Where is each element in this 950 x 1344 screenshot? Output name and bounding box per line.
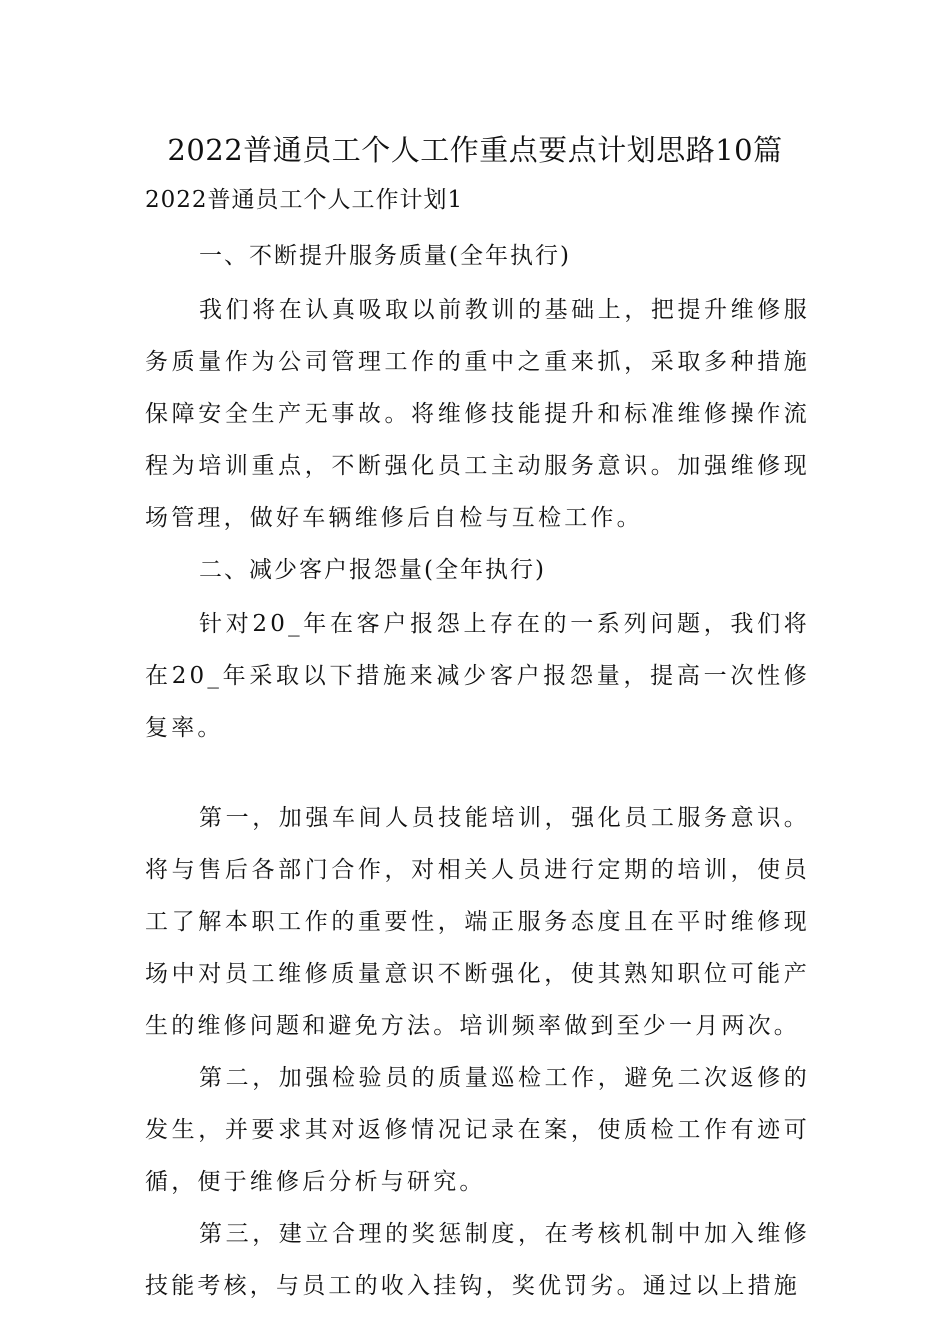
paragraph-spacer bbox=[145, 754, 810, 792]
document-body bbox=[145, 230, 810, 1312]
paragraph-5: 第三，建立合理的奖惩制度，在考核机制中加入维修技能考核，与员工的收入挂钩，奖优罚劣。通过以上措施 bbox=[145, 1221, 810, 1299]
paragraph-1: 我们将在认真吸取以前教训的基础上，把提升维修服务质量作为公司管理工作的重中之重来抓，采取多种措施保障安全生产无事故。将维修技能提升和标准维修操作流程为培训重点，不断强化员工主动服务意识。加强维修现场管理，做好车辆维修后自检与互检工作。 bbox=[145, 297, 810, 531]
paragraph-4: 第二，加强检验员的质量巡检工作，避免二次返修的发生，并要求其对返修情况记录在案，使质检工作有迹可循，便于维修后分析与研究。 bbox=[145, 1065, 810, 1195]
document-subtitle: 2022普通员工个人工作计划1 bbox=[145, 187, 464, 213]
paragraph-3: 第一，加强车间人员技能培训，强化员工服务意识。将与售后各部门合作，对相关人员进行定期的培训，使员工了解本职工作的重要性，端正服务态度且在平时维修现场中对员工维修质量意识不断强化，使其熟知职位可能产生的维修问题和避免方法。培训频率做到至少一月两次。 bbox=[145, 805, 810, 1039]
document-title: 2022普通员工个人工作重点要点计划思路10篇 bbox=[167, 133, 783, 167]
section-heading-1: 一、不断提升服务质量(全年执行) bbox=[199, 243, 571, 269]
section-heading-2: 二、减少客户报怨量(全年执行) bbox=[199, 557, 546, 583]
paragraph-2: 针对20_年在客户报怨上存在的一系列问题，我们将在20_年采取以下措施来减少客户报怨量，提高一次性修复率。 bbox=[145, 611, 810, 741]
